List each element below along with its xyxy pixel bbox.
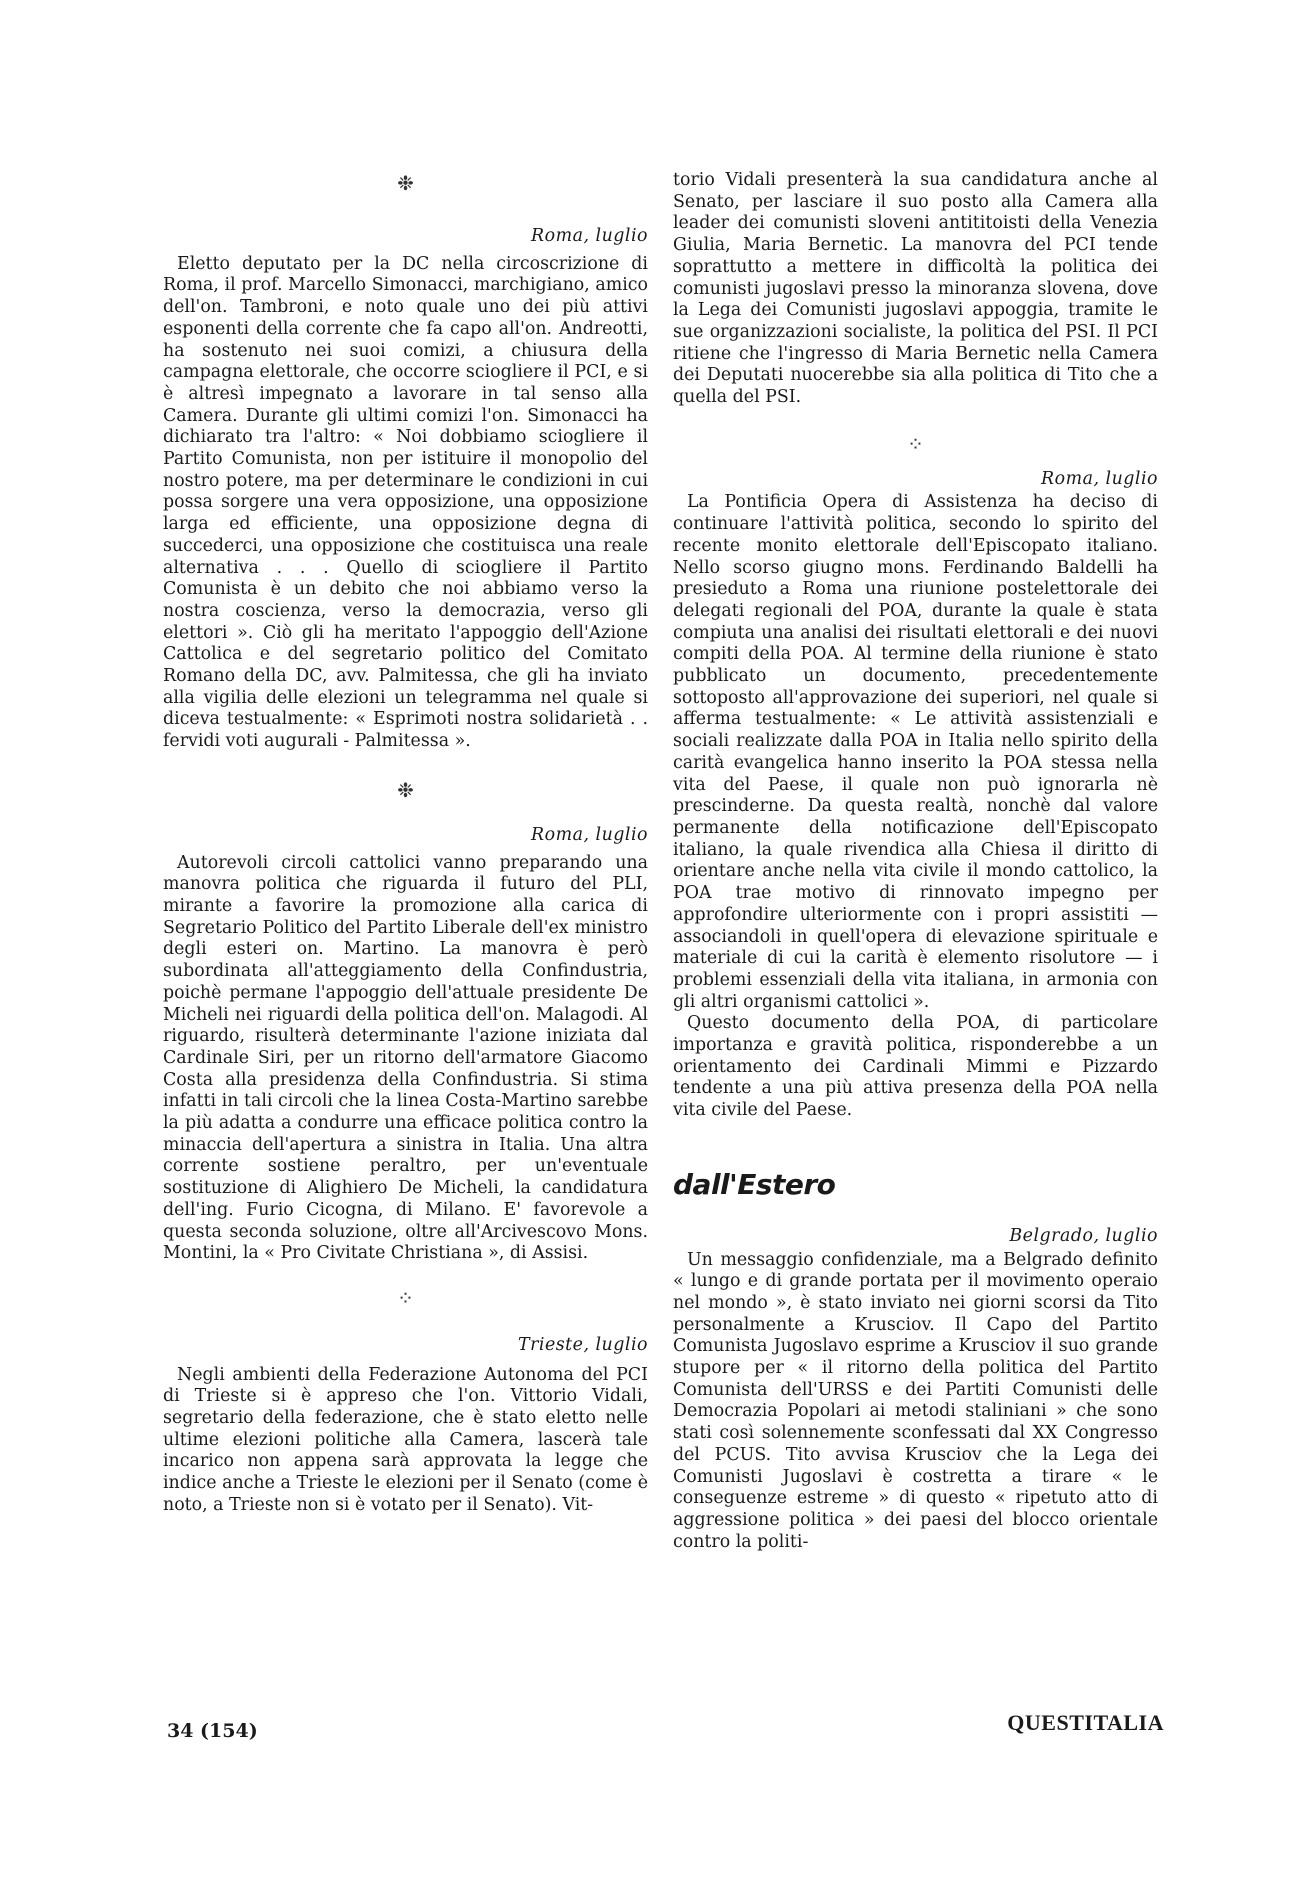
article-paragraph: Autorevoli circoli cattolici vanno preparando una manovra politica che riguarda il futuro del PLI, mirante a favorire la promozione alla carica di Segretario Politico del Partito Liberale dell'ex ministro degli esteri on. Martino. La manovra è però subordinata all'atteggiamento della Confindustria, poichè permane l'appoggio dell'attuale presidente De Micheli nei riguardi della politica dell'on. Malagodi. Al riguardo, risulterà determinante l'azione iniziata dal Cardinale Siri, per un ritorno dell'armatore Giacomo Costa alla presidenza della Confindustria. Si stima infatti in tali circoli che la linea Costa-Martino sarebbe la più adatta a condurre una efficace politica contro la minaccia dell'apertura a sinistra in Italia. Una altra corrente sostiene peraltro, per un'eventuale sostituzione di Alighiero De Micheli, la candidatura dell'ing. Furio Cicogna, di Milano. E' favorevole a questa seconda soluzione, oltre all'Arcivescovo Mons. Montini, la « Pro Civitate Christiana », di Assisi. xyxy=(163,852,648,1264)
dateline-belgrado: Belgrado, luglio xyxy=(1009,1225,1158,1246)
article-paragraph: Negli ambienti della Federazione Autonoma del PCI di Trieste si è appreso che l'on. Vittorio Vidali, segretario della federazione, che è stato eletto nelle ultime elezioni politiche alla Camera, lascerà tale incarico non appena sarà approvata la legge che indice anche a Trieste le elezioni per il Senato (come è noto, a Trieste non si è votato per il Senato). Vit- xyxy=(163,1364,648,1515)
article-paragraph: Questo documento della POA, di particolare importanza e gravità politica, risponderebbe a un orientamento dei Cardinali Mimmi e Pizzardo tendente a una più attiva presenza della POA nella vita civile del Paese. xyxy=(673,1013,1158,1121)
page-number: 34 (154) xyxy=(167,1720,258,1742)
section-separator: ❉ xyxy=(397,171,414,195)
article-paragraph: torio Vidali presenterà la sua candidatura anche al Senato, per lasciare il suo posto alla Camera alla leader dei comunisti sloveni antititoisti della Venezia Giulia, Maria Bernetic. La manovra del PCI tende soprattutto a mettere in difficoltà la politica dei comunisti jugoslavi presso la minoranza slovena, dove la Lega dei Comunisti jugoslavi appoggia, tramite le sue organizzazioni socialiste, la politica del PSI. Il PCI ritiene che l'ingresso di Maria Bernetic nella Camera dei Deputati nuocerebbe sia alla politica di Tito che a quella del PSI. xyxy=(673,170,1158,408)
right-column xyxy=(673,170,1158,1553)
journal-name: QUESTITALIA xyxy=(1007,1710,1164,1735)
article-paragraph: La Pontificia Opera di Assistenza ha deciso di continuare l'attività politica, secondo lo spirito del recente monito elettorale dell'Episcopato italiano. Nello scorso giugno mons. Ferdinando Baldelli ha presieduto a Roma una riunione postelettorale dei delegati regionali del POA, durante la quale è stata compiuta una analisi dei risultati elettorali e dei nuovi compiti della POA. Al termine della riunione è stato pubblicato un documento, precedentemente sottoposto all'approvazione dei superiori, nel quale si afferma testualmente: « Le attività assistenziali e sociali realizzate dalla POA in Italia nello spirito della carità evangelica hanno inserito la POA stessa nella vita del Paese, il quale non può ignorarla nè prescinderne. Da questa realtà, nonchè dal valore permanente della notificazione dell'Episcopato italiano, la quale rivendica alla Chiesa il diritto di orientare anche nella vita civile il mondo cattolico, la POA trae motivo di rinnovato impegno per approfondire ulteriormente con i propri assistiti — associandoli in quell'opera di elevazione spirituale e materiale di cui la carità è elemento risolutore — i problemi essenziali della vita italiana, in armonia con gli altri organismi cattolici ». xyxy=(673,492,1158,1012)
section-separator: ⁘ xyxy=(907,431,924,456)
left-column xyxy=(163,172,648,1517)
section-separator: ❉ xyxy=(397,777,414,802)
dateline-roma-3: Roma, luglio xyxy=(1041,468,1158,489)
dateline-trieste: Trieste, luglio xyxy=(517,1334,648,1355)
section-title: dall'Estero xyxy=(673,1167,836,1201)
dateline-roma-2: Roma, luglio xyxy=(531,824,648,845)
dateline-roma-1: Roma, luglio xyxy=(531,226,648,246)
article-paragraph: Un messaggio confidenziale, ma a Belgrado definito « lungo e di grande portata per il movimento operaio nel mondo », è stato inviato nei giorni scorsi da Tito personalmente a Krusciov. Il Capo del Partito Comunista Jugoslavo esprime a Krusciov il suo grande stupore per « il ritorno della politica del Partito Comunista dell'URSS e dei Partiti Comunisti delle Democrazia Popolari ai metodi staliniani » che sono stati così solennemente sconfessati dal XX Congresso del PCUS. Tito avvisa Krusciov che la Lega dei Comunisti Jugoslavi è costretta a tirare « le conseguenze estreme » di questo « ripetuto atto di aggressione politica » dei paesi del blocco orientale contro la politi- xyxy=(673,1249,1158,1552)
section-separator: ⁘ xyxy=(397,1285,414,1310)
article-paragraph: Eletto deputato per la DC nella circoscrizione di Roma, il prof. Marcello Simonacci, marchigiano, amico dell'on. Tambroni, e noto quale uno dei più attivi esponenti della corrente che fa capo all'on. Andreotti, ha sostenuto nei suoi comizi, a chiusura della campagna elettorale, che occorre sciogliere il PCI, e si è altresì impegnato a lavorare in tal senso alla Camera. Durante gli ultimi comizi l'on. Simonacci ha dichiarato tra l'altro: « Noi dobbiamo sciogliere il Partito Comunista, non per istituire il monopolio del nostro potere, ma per determinare le condizioni in cui possa sorgere una vera opposizione, una opposizione larga ed efficiente, una opposizione degna di succederci, una opposizione che costituisca una reale alternativa . . . Quello di sciogliere il Partito Comunista è un debito che noi abbiamo verso la nostra coscienza, verso la democrazia, verso gli elettori ». Ciò gli ha meritato l'appoggio dell'Azione Cattolica e del segretario politico del Comitato Romano della DC, avv. Palmitessa, che gli ha inviato alla vigilia delle elezioni un telegramma nel quale si diceva testualmente: « Esprimoti nostra solidarietà . . fervidi voti augurali - Palmitessa ». xyxy=(163,253,648,752)
